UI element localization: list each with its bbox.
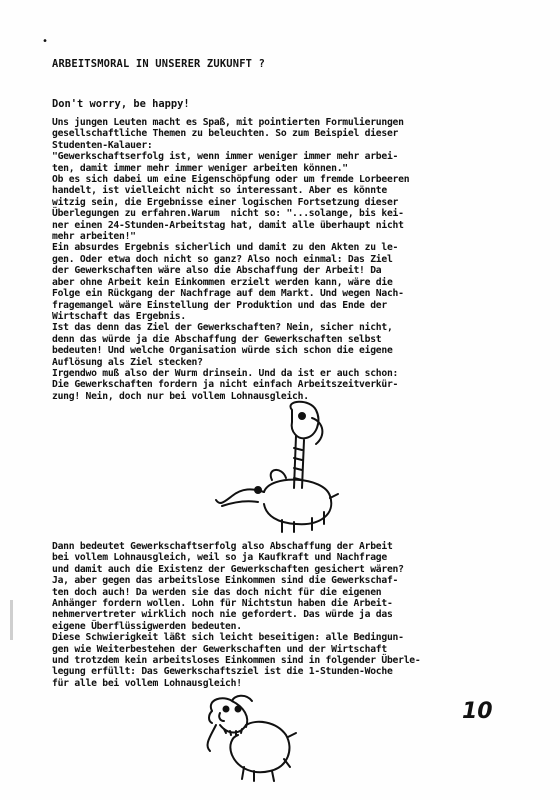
- text-line: der Gewerkschaften wäre also die Abschaffung der Arbeit! Da: [52, 265, 382, 277]
- text-line: Ja, aber gegen das arbeitslose Einkommen sind die Gewerkschaf-: [52, 575, 399, 587]
- stray-mark: •: [42, 36, 49, 47]
- text-line: Ist das denn das Ziel der Gewerkschaften? Nein, sicher nicht,: [52, 322, 393, 334]
- text-line: Dann bedeutet Gewerkschaftserfolg also Abschaffung der Arbeit: [52, 541, 393, 552]
- text-line: eigene Überflüssigwerden bedeuten.: [52, 620, 242, 632]
- text-line: Ein absurdes Ergebnis sicherlich und damit zu den Akten zu le-: [52, 242, 399, 254]
- page-title: ARBEITSMORAL IN UNSERER ZUKUNFT ?: [52, 58, 266, 70]
- text-line: "Gewerkschaftserfolg ist, wenn immer weniger immer mehr arbei-: [52, 151, 399, 163]
- text-line: und trotzdem kein arbeitsloses Einkommen sind in folgender Überle-: [52, 655, 421, 667]
- text-line: bei vollem Lohnausgleich, weil so ja Kaufkraft und Nachfrage: [52, 552, 387, 564]
- elephant-balancing-elephant-icon: [212, 396, 342, 536]
- text-line: gen. Oder etwa doch nicht so ganz? Also noch einmal: Das Ziel: [52, 253, 393, 265]
- text-line: Ob es sich dabei um eine Eigenschöpfung oder um fremde Lorbeeren: [52, 174, 410, 186]
- text-line: gesellschaftliche Themen zu beleuchten. So zum Beispiel dieser: [52, 128, 399, 140]
- text-line: witzig sein, die Ergebnisse einer logischen Fortsetzung dieser: [52, 196, 399, 208]
- text-line: denn das würde ja die Abschaffung der Gewerkschaften selbst: [52, 333, 382, 345]
- text-line: mehr arbeiten!": [52, 231, 136, 243]
- greeting-line: Don't worry, be happy!: [52, 98, 190, 110]
- text-line: Die Gewerkschaften fordern ja nicht einfach Arbeitszeitverkür-: [52, 379, 399, 391]
- text-line: aber ohne Arbeit kein Einkommen erzielt werden kann, wäre die: [52, 276, 393, 288]
- text-line: ten doch auch! Da werden sie das doch nicht für die eigenen: [52, 586, 382, 598]
- text-line: nehmervertreter wirklich noch nie gefordert. Das würde ja das: [52, 609, 393, 621]
- text-line: bedeuten! Und welche Organisation würde sich schon die eigene: [52, 345, 393, 357]
- text-line: handelt, ist vielleicht nicht so interessant. Aber es könnte: [52, 185, 387, 197]
- text-line: Überlegungen zu erfahren.Warum nicht so: "...solange, bis kei-: [52, 208, 404, 220]
- scan-edge-mark: [10, 600, 13, 640]
- text-line: ten, damit immer mehr immer weniger arbeiten können.": [52, 162, 348, 174]
- text-line: fragemangel wäre Einstellung der Produktion und das Ende der: [52, 299, 387, 311]
- text-line: Folge ein Rückgang der Nachfrage auf dem Markt. Und wegen Nach-: [52, 288, 404, 300]
- text-line: und damit auch die Existenz der Gewerkschaften gesichert wären?: [52, 563, 404, 575]
- text-line: Uns jungen Leuten macht es Spaß, mit pointierten Formulierungen: [52, 117, 404, 128]
- text-line: für alle bei vollem Lohnausgleich!: [52, 677, 242, 689]
- text-line: Diese Schwierigkeit läßt sich leicht beseitigen: alle Bedingun-: [52, 632, 404, 644]
- page-number: 10: [462, 699, 493, 724]
- text-block-2: [52, 541, 420, 689]
- text-line: legung erfüllt: Das Gewerkschaftsziel ist die 1-Stunden-Woche: [52, 666, 393, 678]
- text-line: Irgendwo muß also der Wurm drinsein. Und da ist er auch schon:: [52, 367, 399, 379]
- text-line: Studenten-Kalauer:: [52, 139, 153, 151]
- text-line: ner einen 24-Stunden-Arbeitstag hat, damit alle überhaupt nicht: [52, 219, 404, 231]
- text-line: zung! Nein, doch nur bei vollem Lohnausgleich.: [52, 390, 309, 402]
- text-line: gen wie Weiterbestehen der Gewerkschaften und der Wirtschaft: [52, 643, 387, 655]
- text-block-1: [52, 117, 409, 402]
- laughing-elephant-icon: [198, 693, 298, 783]
- text-line: Auflösung als Ziel stecken?: [52, 356, 203, 368]
- text-line: Wirtschaft das Ergebnis.: [52, 310, 186, 322]
- text-line: Anhänger fordern wollen. Lohn für Nichtstun haben die Arbeit-: [52, 598, 393, 610]
